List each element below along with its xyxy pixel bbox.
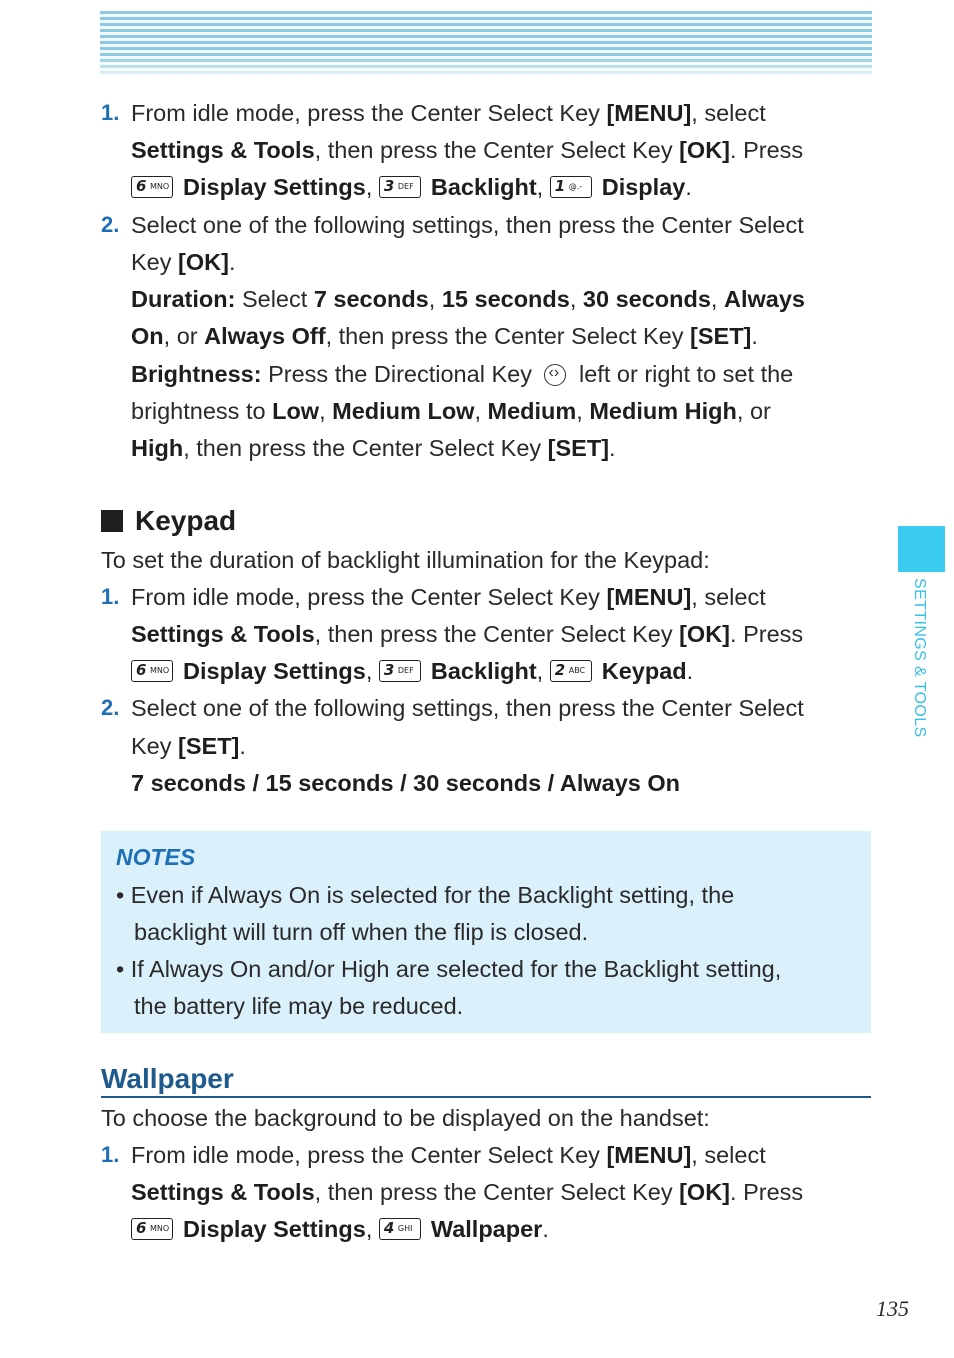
note-bullet-continued: the battery life may be reduced. (134, 993, 464, 1019)
key-6-icon: 6 MNO (131, 660, 173, 682)
key-6-icon: 6 MNO (131, 176, 173, 198)
key-3-icon: 3 DEF (379, 176, 421, 198)
options-line: 7 seconds / 15 seconds / 30 seconds / Always On (131, 770, 681, 796)
notes-title: NOTES (116, 844, 196, 870)
side-tab-marker (898, 526, 945, 572)
instruction-line: From idle mode, press the Center Select Key [MENU], select (131, 100, 766, 126)
step-number: 2. (101, 695, 120, 720)
brightness-line: brightness to Low, Medium Low, Medium, Medium High, or (131, 398, 771, 424)
directional-key-icon (544, 364, 566, 386)
instruction-line: Settings & Tools, then press the Center Select Key [OK]. Press (131, 621, 804, 647)
wallpaper-heading: Wallpaper (101, 1063, 234, 1094)
duration-line: Duration: Select 7 seconds, 15 seconds, 30 seconds, Always (131, 286, 805, 312)
instruction-line: From idle mode, press the Center Select Key [MENU], select (131, 1142, 766, 1168)
instruction-line: Settings & Tools, then press the Center Select Key [OK]. Press (131, 1179, 804, 1205)
instruction-line: 6 MNO Display Settings, 3 DEF Backlight, 1 @.- Display. (131, 173, 692, 201)
step-number: 1. (101, 584, 120, 609)
heading-divider (101, 1096, 871, 1098)
key-4-icon: 4 GHI (379, 1218, 421, 1240)
brightness-line: Brightness: Press the Directional Key ‹› left or right to set the (131, 360, 793, 388)
instruction-line: Select one of the following settings, then press the Center Select (131, 695, 804, 721)
brightness-line: High, then press the Center Select Key [SET]. (131, 435, 616, 461)
step-number: 1. (101, 1142, 120, 1167)
instruction-line: Settings & Tools, then press the Center Select Key [OK]. Press (131, 137, 804, 163)
header-band (100, 11, 872, 77)
instruction-line: Key [OK]. (131, 249, 236, 275)
instruction-line: Key [SET]. (131, 733, 246, 759)
key-6-icon: 6 MNO (131, 1218, 173, 1240)
note-bullet: • Even if Always On is selected for the Backlight setting, the (116, 882, 735, 908)
note-bullet: • If Always On and/or High are selected for the Backlight setting, (116, 956, 782, 982)
side-section-label: SETTINGS & TOOLS (911, 578, 928, 738)
instruction-line: Select one of the following settings, then press the Center Select (131, 212, 804, 238)
duration-line: On, or Always Off, then press the Center Select Key [SET]. (131, 323, 758, 349)
page-number: 135 (876, 1296, 909, 1321)
step-number: 1. (101, 100, 120, 125)
key-2-icon: 2 ABC (550, 660, 592, 682)
note-bullet-continued: backlight will turn off when the flip is closed. (134, 919, 589, 945)
instruction-line: 6 MNO Display Settings, 3 DEF Backlight, 2 ABC Keypad. (131, 657, 693, 685)
key-1-icon: 1 @.- (550, 176, 592, 198)
key-3-icon: 3 DEF (379, 660, 421, 682)
keypad-section-title: Keypad (101, 504, 236, 538)
square-bullet-icon (101, 510, 123, 532)
section-intro: To choose the background to be displayed on the handset: (101, 1105, 710, 1131)
section-intro: To set the duration of backlight illumination for the Keypad: (101, 547, 710, 573)
instruction-line: 6 MNO Display Settings, 4 GHI Wallpaper. (131, 1215, 549, 1243)
instruction-line: From idle mode, press the Center Select Key [MENU], select (131, 584, 766, 610)
step-number: 2. (101, 212, 120, 237)
